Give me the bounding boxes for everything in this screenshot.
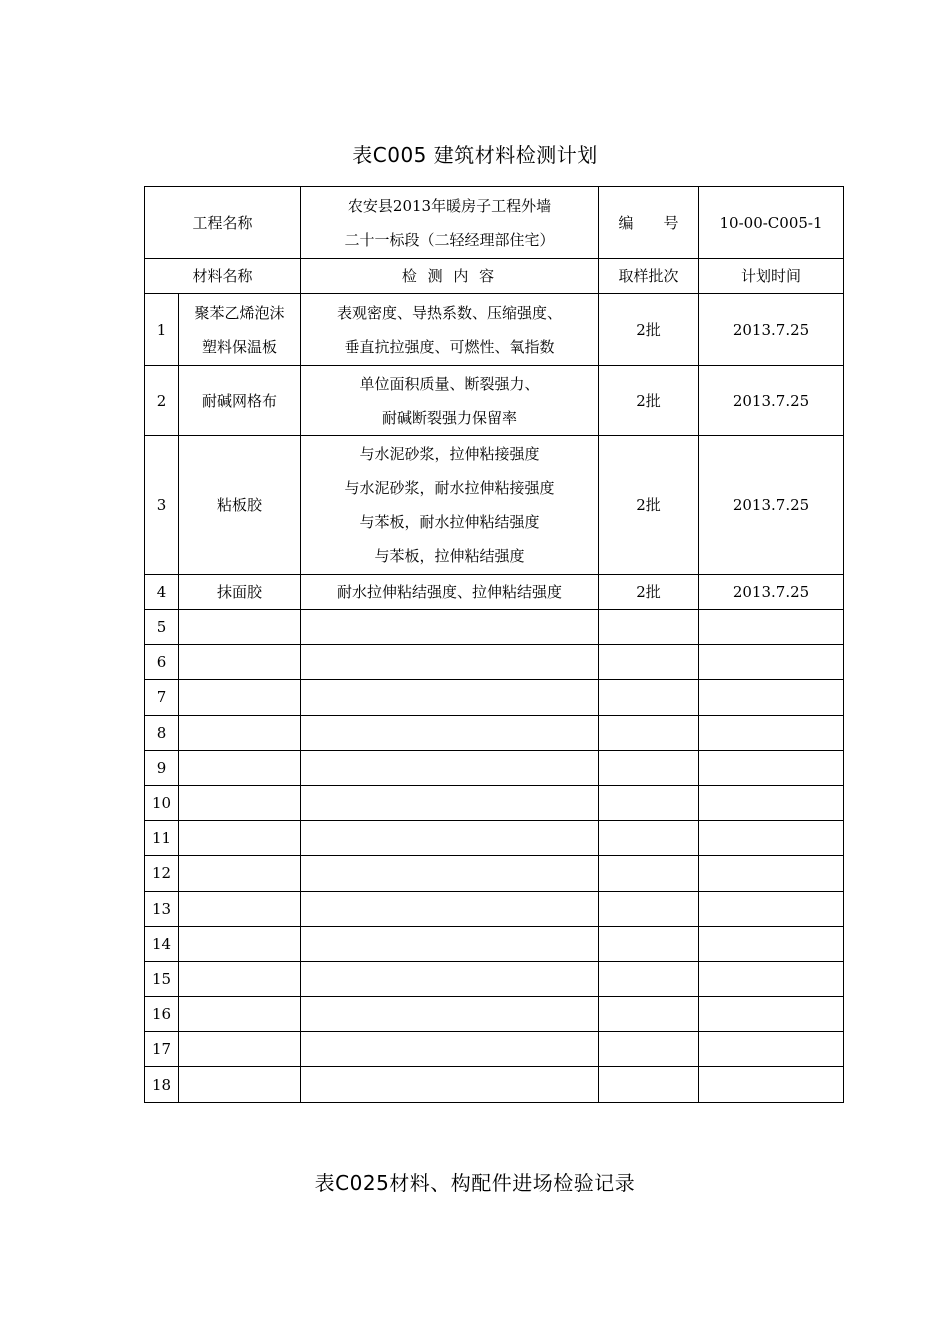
material-name-cell[interactable]	[179, 715, 301, 750]
sampling-batch-cell[interactable]	[599, 891, 699, 926]
material-name-cell[interactable]	[179, 961, 301, 996]
sampling-batch-cell[interactable]	[599, 1067, 699, 1102]
project-name-cell	[301, 187, 599, 259]
test-content-cell[interactable]	[301, 785, 599, 820]
row-number: 5	[145, 610, 179, 645]
test-content-cell	[301, 575, 599, 610]
planned-time-cell[interactable]	[699, 891, 844, 926]
next-document-title: 表C025材料、构配件进场检验记录	[314, 1171, 636, 1195]
row-number: 18	[145, 1067, 179, 1102]
test-content-line: 耐碱断裂强力保留率	[382, 408, 518, 427]
empty-table-row	[145, 997, 844, 1032]
table-row	[145, 575, 844, 610]
material-name-cell[interactable]	[179, 750, 301, 785]
planned-time-cell: 2013.7.25	[699, 294, 844, 366]
row-number: 8	[145, 715, 179, 750]
col-time: 计划时间	[699, 259, 844, 294]
sampling-batch-cell[interactable]	[599, 821, 699, 856]
planned-time-cell[interactable]	[699, 997, 844, 1032]
test-content-cell[interactable]	[301, 961, 599, 996]
planned-time-cell[interactable]	[699, 750, 844, 785]
test-content-cell[interactable]	[301, 715, 599, 750]
sampling-batch-cell[interactable]	[599, 610, 699, 645]
table-row	[145, 436, 844, 575]
project-name-line1: 农安县2013年暖房子工程外墙	[347, 196, 552, 215]
test-content-line: 单位面积质量、断裂强力、	[359, 374, 540, 393]
table-row	[145, 366, 844, 436]
test-content-cell[interactable]	[301, 856, 599, 891]
empty-table-row	[145, 645, 844, 680]
project-label: 工程名称	[145, 187, 301, 259]
test-content-cell[interactable]	[301, 645, 599, 680]
sampling-batch-cell[interactable]	[599, 680, 699, 715]
test-content-line: 表观密度、导热系数、压缩强度、	[337, 303, 563, 322]
planned-time-cell[interactable]	[699, 821, 844, 856]
test-content-line: 与苯板，耐水拉伸粘结强度	[359, 513, 540, 531]
col-content: 检 测 内 容	[301, 259, 599, 294]
test-content-cell[interactable]	[301, 926, 599, 961]
planned-time-cell[interactable]	[699, 610, 844, 645]
sampling-batch-cell: 2批	[599, 436, 699, 575]
material-name-cell[interactable]	[179, 891, 301, 926]
planned-time-cell[interactable]	[699, 856, 844, 891]
sampling-batch-cell: 2批	[599, 294, 699, 366]
row-number: 17	[145, 1032, 179, 1067]
planned-time-cell[interactable]	[699, 785, 844, 820]
number-value: 10-00-C005-1	[699, 187, 844, 259]
planned-time-cell[interactable]	[699, 961, 844, 996]
material-name-cell	[179, 294, 301, 366]
row-number: 10	[145, 785, 179, 820]
test-content-cell	[301, 436, 599, 575]
empty-table-row	[145, 821, 844, 856]
empty-table-row	[145, 961, 844, 996]
material-name-line: 抹面胶	[217, 583, 263, 601]
project-name-line2: 二十一标段（二轻经理部住宅）	[344, 230, 555, 249]
empty-table-row	[145, 926, 844, 961]
material-name-line: 塑料保温板	[202, 337, 278, 356]
test-content-cell[interactable]	[301, 821, 599, 856]
sampling-batch-cell[interactable]	[599, 1032, 699, 1067]
sampling-batch-cell[interactable]	[599, 715, 699, 750]
material-name-cell[interactable]	[179, 785, 301, 820]
material-name-cell[interactable]	[179, 645, 301, 680]
material-test-plan-table	[144, 186, 844, 1103]
test-content-cell[interactable]	[301, 610, 599, 645]
row-number: 2	[145, 366, 179, 436]
planned-time-cell: 2013.7.25	[699, 575, 844, 610]
test-content-line: 与水泥砂浆，拉伸粘接强度	[359, 445, 540, 463]
sampling-batch-cell[interactable]	[599, 997, 699, 1032]
row-number: 4	[145, 575, 179, 610]
planned-time-cell[interactable]	[699, 680, 844, 715]
planned-time-cell[interactable]	[699, 926, 844, 961]
planned-time-cell: 2013.7.25	[699, 366, 844, 436]
empty-table-row	[145, 1067, 844, 1102]
test-content-line: 垂直抗拉强度、可燃性、氧指数	[344, 337, 555, 356]
empty-table-row	[145, 1032, 844, 1067]
sampling-batch-cell: 2批	[599, 575, 699, 610]
row-number: 6	[145, 645, 179, 680]
material-name-cell[interactable]	[179, 926, 301, 961]
empty-table-row	[145, 715, 844, 750]
row-number: 16	[145, 997, 179, 1032]
test-content-line: 耐水拉伸粘结强度、拉伸粘结强度	[337, 583, 563, 601]
document-title: 表C005 建筑材料检测计划	[352, 143, 598, 167]
sampling-batch-cell[interactable]	[599, 645, 699, 680]
material-name-line: 耐碱网格布	[202, 391, 278, 410]
material-name-cell[interactable]	[179, 1067, 301, 1102]
test-content-cell	[301, 294, 599, 366]
material-name-line: 聚苯乙烯泡沫	[194, 303, 285, 322]
row-number: 7	[145, 680, 179, 715]
number-label: 编 号	[599, 187, 699, 259]
material-name-cell	[179, 366, 301, 436]
test-content-cell[interactable]	[301, 680, 599, 715]
material-name-cell[interactable]	[179, 997, 301, 1032]
sampling-batch-cell[interactable]	[599, 785, 699, 820]
planned-time-cell[interactable]	[699, 1067, 844, 1102]
planned-time-cell: 2013.7.25	[699, 436, 844, 575]
material-name-cell[interactable]	[179, 610, 301, 645]
col-material: 材料名称	[145, 259, 301, 294]
sampling-batch-cell[interactable]	[599, 961, 699, 996]
test-content-cell[interactable]	[301, 997, 599, 1032]
col-batch: 取样批次	[599, 259, 699, 294]
empty-table-row	[145, 785, 844, 820]
row-number: 3	[145, 436, 179, 575]
empty-table-row	[145, 680, 844, 715]
sampling-batch-cell[interactable]	[599, 856, 699, 891]
sampling-batch-cell[interactable]	[599, 926, 699, 961]
row-number: 12	[145, 856, 179, 891]
row-number: 1	[145, 294, 179, 366]
material-name-cell	[179, 575, 301, 610]
material-name-cell[interactable]	[179, 856, 301, 891]
material-name-cell	[179, 436, 301, 575]
test-content-line: 与水泥砂浆，耐水拉伸粘接强度	[344, 479, 555, 497]
empty-table-row	[145, 856, 844, 891]
test-content-cell[interactable]	[301, 1067, 599, 1102]
row-number: 15	[145, 961, 179, 996]
test-content-cell[interactable]	[301, 1032, 599, 1067]
material-name-cell[interactable]	[179, 1032, 301, 1067]
empty-table-row	[145, 610, 844, 645]
planned-time-cell[interactable]	[699, 715, 844, 750]
material-name-cell[interactable]	[179, 680, 301, 715]
test-content-cell[interactable]	[301, 750, 599, 785]
empty-table-row	[145, 750, 844, 785]
planned-time-cell[interactable]	[699, 1032, 844, 1067]
row-number: 14	[145, 926, 179, 961]
table-row	[145, 294, 844, 366]
row-number: 13	[145, 891, 179, 926]
row-number: 9	[145, 750, 179, 785]
test-content-line: 与苯板，拉伸粘结强度	[374, 547, 525, 565]
empty-table-row	[145, 891, 844, 926]
sampling-batch-cell: 2批	[599, 366, 699, 436]
planned-time-cell[interactable]	[699, 645, 844, 680]
sampling-batch-cell[interactable]	[599, 750, 699, 785]
material-name-cell[interactable]	[179, 821, 301, 856]
material-name-line: 粘板胶	[217, 496, 263, 514]
test-content-cell	[301, 366, 599, 436]
column-header-row	[145, 259, 844, 294]
row-number: 11	[145, 821, 179, 856]
test-content-cell[interactable]	[301, 891, 599, 926]
header-row-project	[145, 187, 844, 259]
